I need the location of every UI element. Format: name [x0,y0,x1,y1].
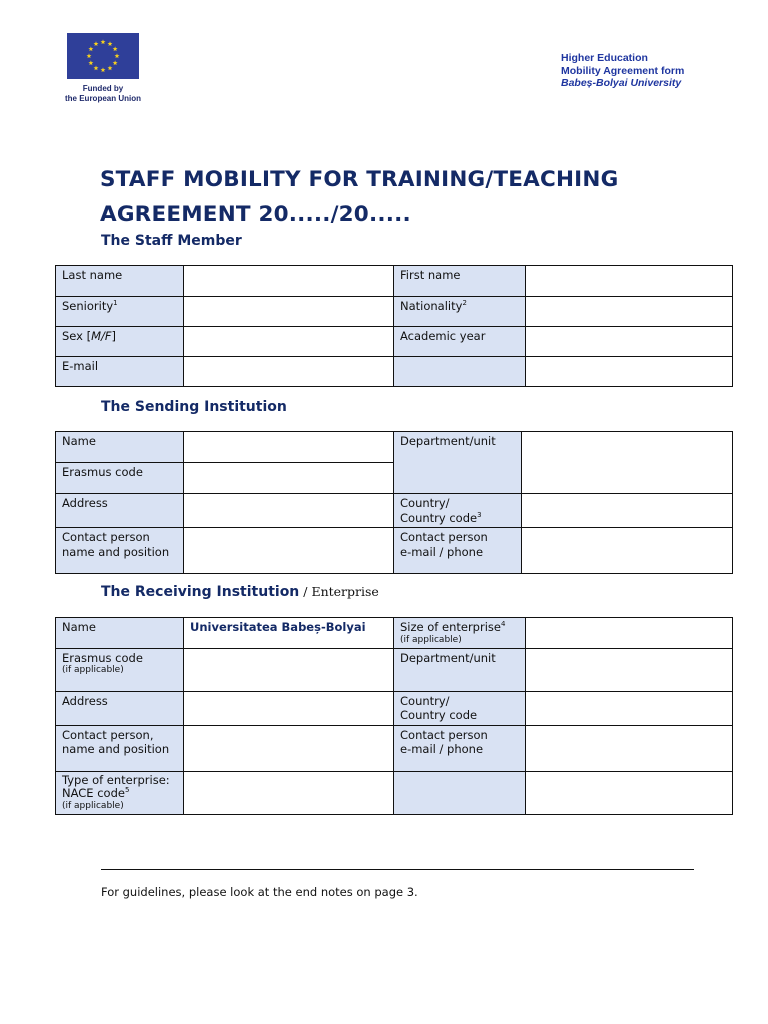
sending-address-label: Address [56,494,184,528]
seniority-text: Seniority [62,299,114,313]
table-row [56,691,733,725]
sending-address-field[interactable] [184,494,394,528]
receiving-department-label: Department/unit [394,648,526,691]
first-name-label: First name [394,266,526,297]
funded-by-line1: Funded by [82,84,124,93]
table-row [56,528,733,574]
flag-star-icon [113,60,118,65]
receiving-contact-label [56,725,184,771]
type-line1: Type of enterprise: [62,772,170,787]
empty-field-cell[interactable] [526,357,733,387]
contact-email-line2: e-mail / phone [400,544,484,559]
guidelines-note: For guidelines, please look at the end notes on page 3. [101,885,418,899]
footnote-ref: 2 [462,299,467,308]
footnote-ref: 3 [477,510,482,519]
staff-member-heading: The Staff Member [101,233,242,249]
table-row [56,648,733,691]
form-meta-line2: Mobility Agreement form [561,64,685,77]
footnote-ref: 5 [124,786,130,795]
seniority-label [56,297,184,327]
sex-text: Sex [ [62,329,92,343]
sex-field[interactable] [184,327,394,357]
sex-options: M/F [91,329,112,343]
first-name-field[interactable] [526,266,733,297]
sending-contact-field[interactable] [184,528,394,574]
eu-flag-icon [67,33,139,79]
flag-star-icon [115,53,120,58]
receiving-department-field[interactable] [526,648,733,691]
receiving-name-label: Name [56,618,184,649]
receiving-address-field[interactable] [184,691,394,725]
footnote-divider [101,869,694,870]
table-row [56,297,733,327]
table-row [56,725,733,771]
if-applicable-note: (if applicable) [62,665,124,675]
contact-line1: Contact person, [62,727,154,742]
title-line1: STAFF MOBILITY FOR TRAINING/TEACHING [100,167,619,192]
country-line2: Country code [400,708,478,722]
flag-star-icon [87,53,92,58]
receiving-institution-heading [101,584,379,600]
contact-email-line1: Contact person [400,727,488,742]
funded-by-text [62,84,144,104]
country-line1: Country/ [400,693,450,708]
table-row [56,357,733,387]
receiving-heading-suffix: / Enterprise [299,584,379,599]
eu-logo [62,33,144,104]
email-label: E-mail [56,357,184,387]
academic-year-label: Academic year [394,327,526,357]
footnote-ref: 1 [113,299,118,308]
sending-erasmus-label: Erasmus code [56,463,184,494]
nationality-label [394,297,526,327]
flag-star-icon [94,41,99,46]
table-row [56,494,733,528]
last-name-label: Last name [56,266,184,297]
size-of-enterprise-field[interactable] [526,618,733,649]
form-meta [561,52,684,90]
receiving-erasmus-field[interactable] [184,648,394,691]
flag-star-icon [108,41,113,46]
sending-institution-heading: The Sending Institution [101,399,287,415]
sending-country-field[interactable] [522,494,733,528]
flag-star-icon [88,60,93,65]
receiving-name-field[interactable] [184,618,394,649]
contact-line2: name and position [62,742,170,756]
funded-by-line2: the European Union [65,94,141,103]
flag-star-icon [101,67,106,72]
receiving-name-value: Universitatea Babeș-Bolyai [190,620,366,634]
receiving-contact-email-label [394,725,526,771]
seniority-field[interactable] [184,297,394,327]
receiving-erasmus-label [56,648,184,691]
size-text: Size of enterprise [400,620,501,634]
sending-institution-table [55,431,733,574]
form-meta-university: Babeș-Bolyai University [561,77,682,89]
sending-department-field[interactable] [522,432,733,494]
academic-year-field[interactable] [526,327,733,357]
receiving-institution-table [55,617,733,815]
receiving-contact-email-field[interactable] [526,725,733,771]
receiving-heading-text: The Receiving Institution [101,584,300,600]
receiving-contact-field[interactable] [184,725,394,771]
page-title [100,162,618,232]
table-row [56,266,733,297]
table-row [56,771,733,814]
contact-email-line2: e-mail / phone [400,742,484,756]
table-row [56,327,733,357]
nationality-text: Nationality [400,299,463,313]
sending-contact-label [56,528,184,574]
flag-star-icon [88,46,93,51]
type-of-enterprise-label [56,771,184,814]
sending-name-label: Name [56,432,184,463]
sex-label [56,327,184,357]
email-field[interactable] [184,357,394,387]
sending-contact-email-field[interactable] [522,528,733,574]
table-row [56,432,733,463]
sending-country-label [394,494,522,528]
flag-star-icon [113,46,118,51]
nationality-field[interactable] [526,297,733,327]
receiving-country-label [394,691,526,725]
empty-field-cell[interactable] [526,771,733,814]
last-name-field[interactable] [184,266,394,297]
form-meta-line1: Higher Education [561,52,648,64]
sending-contact-email-label [394,528,522,574]
contact-email-line1: Contact person [400,530,488,544]
receiving-address-label: Address [56,691,184,725]
flag-star-icon [108,66,113,71]
if-applicable-note: (if applicable) [62,800,124,811]
country-line2: Country code [400,510,478,525]
sending-name-field[interactable] [184,432,394,463]
if-applicable-note: (if applicable) [400,634,462,645]
title-line2: AGREEMENT 20...../20..... [100,202,411,227]
flag-star-icon [101,39,106,44]
type-line2: NACE code [62,786,125,800]
table-row [56,618,733,649]
footnote-ref: 4 [500,620,506,629]
flag-star-icon [94,66,99,71]
empty-label-cell [394,357,526,387]
staff-member-table [55,265,733,387]
contact-line1: Contact person [62,530,150,544]
sex-text-end: ] [111,329,117,343]
sending-erasmus-field[interactable] [184,463,394,494]
country-line1: Country/ [400,496,450,510]
receiving-country-field[interactable] [526,691,733,725]
empty-label-cell [394,771,526,814]
type-of-enterprise-field[interactable] [184,771,394,814]
contact-line2: name and position [62,544,170,559]
erasmus-text: Erasmus code [62,650,143,665]
size-of-enterprise-label [394,618,526,649]
sending-department-label: Department/unit [394,432,522,494]
